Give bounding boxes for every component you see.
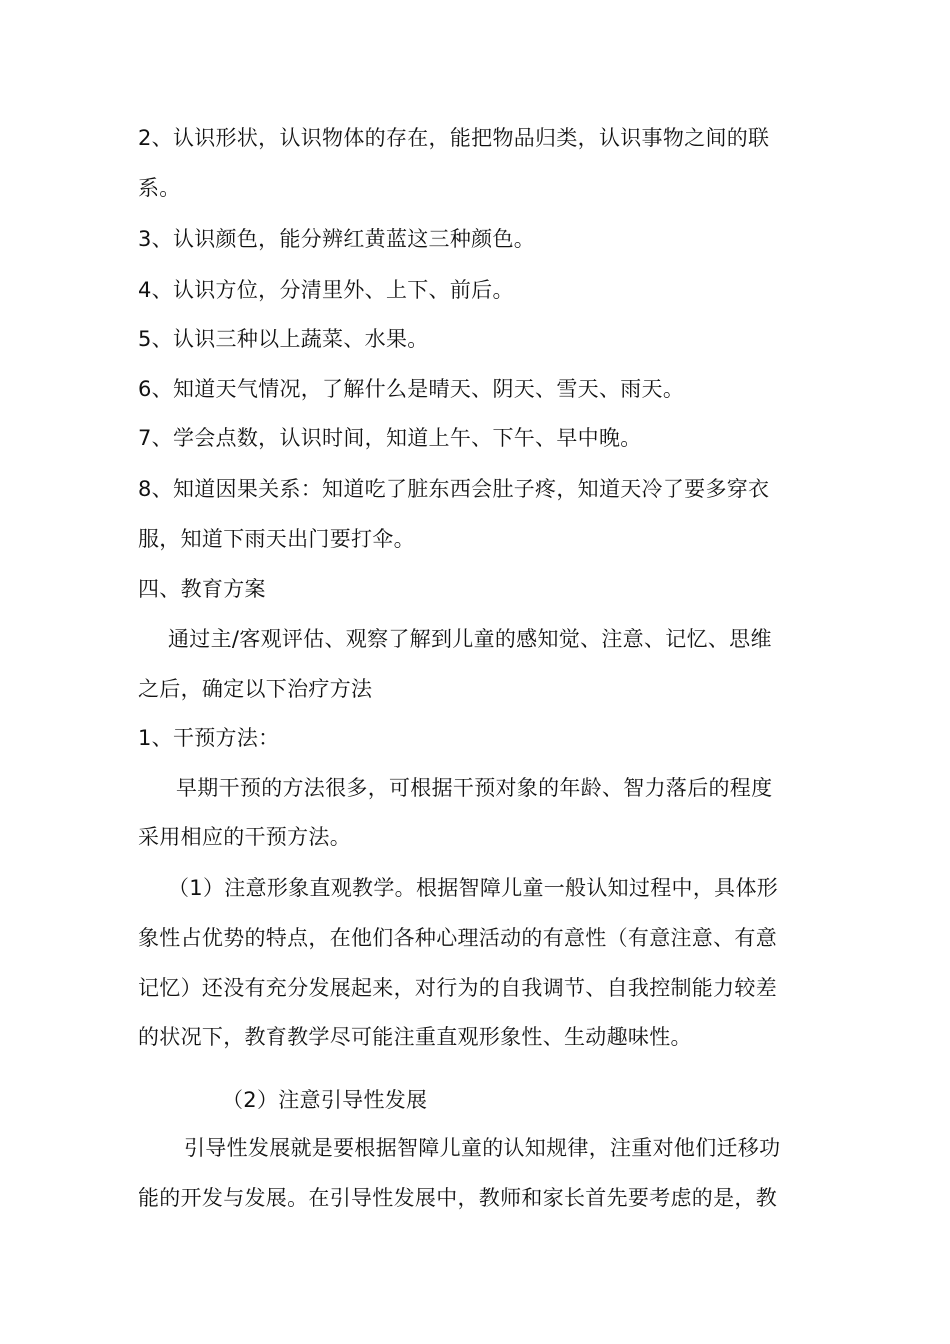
paragraph-line: 通过主/客观评估、观察了解到儿童的感知觉、注意、记忆、思维 xyxy=(168,627,772,651)
text-line-item-8: 8、知道因果关系：知道吃了脏东西会肚子疼，知道天冷了要多穿衣 xyxy=(138,477,770,501)
text-line-item-4: 4、认识方位，分清里外、上下、前后。 xyxy=(138,278,514,302)
paragraph-line: 早期干预的方法很多，可根据干预对象的年龄、智力落后的程度 xyxy=(176,776,773,800)
text-line-item-6: 6、知道天气情况，了解什么是晴天、阴天、雪天、雨天。 xyxy=(138,377,685,401)
subheading-intervention-methods: 1、干预方法： xyxy=(138,726,280,750)
text-line-item-7: 7、学会点数，认识时间，知道上午、下午、早中晚。 xyxy=(138,426,642,450)
subheading-guided-development: （2）注意引导性发展 xyxy=(222,1088,428,1112)
paragraph-line: 引导性发展就是要根据智障儿童的认知规律，注重对他们迁移功 xyxy=(184,1136,781,1160)
text-line-item-3: 3、认识颜色，能分辨红黄蓝这三种颜色。 xyxy=(138,227,536,251)
paragraph-line: （1）注意形象直观教学。根据智障儿童一般认知过程中，具体形 xyxy=(168,876,779,900)
paragraph-line: 记忆）还没有充分发展起来，对行为的自我调节、自我控制能力较差 xyxy=(138,976,777,1000)
paragraph-line: 采用相应的干预方法。 xyxy=(138,825,351,849)
paragraph-line: 能的开发与发展。在引导性发展中，教师和家长首先要考虑的是，教 xyxy=(138,1186,777,1210)
paragraph-line: 之后，确定以下治疗方法 xyxy=(138,677,373,701)
paragraph-line: 的状况下，教育教学尽可能注重直观形象性、生动趣味性。 xyxy=(138,1025,692,1049)
text-line-item-2-cont: 系。 xyxy=(138,176,181,200)
text-line-item-8-cont: 服，知道下雨天出门要打伞。 xyxy=(138,527,415,551)
text-line-item-2: 2、认识形状，认识物体的存在，能把物品归类，认识事物之间的联 xyxy=(138,126,770,150)
paragraph-line: 象性占优势的特点，在他们各种心理活动的有意性（有意注意、有意 xyxy=(138,926,777,950)
text-line-item-5: 5、认识三种以上蔬菜、水果。 xyxy=(138,327,429,351)
section-heading: 四、教育方案 xyxy=(138,577,266,601)
